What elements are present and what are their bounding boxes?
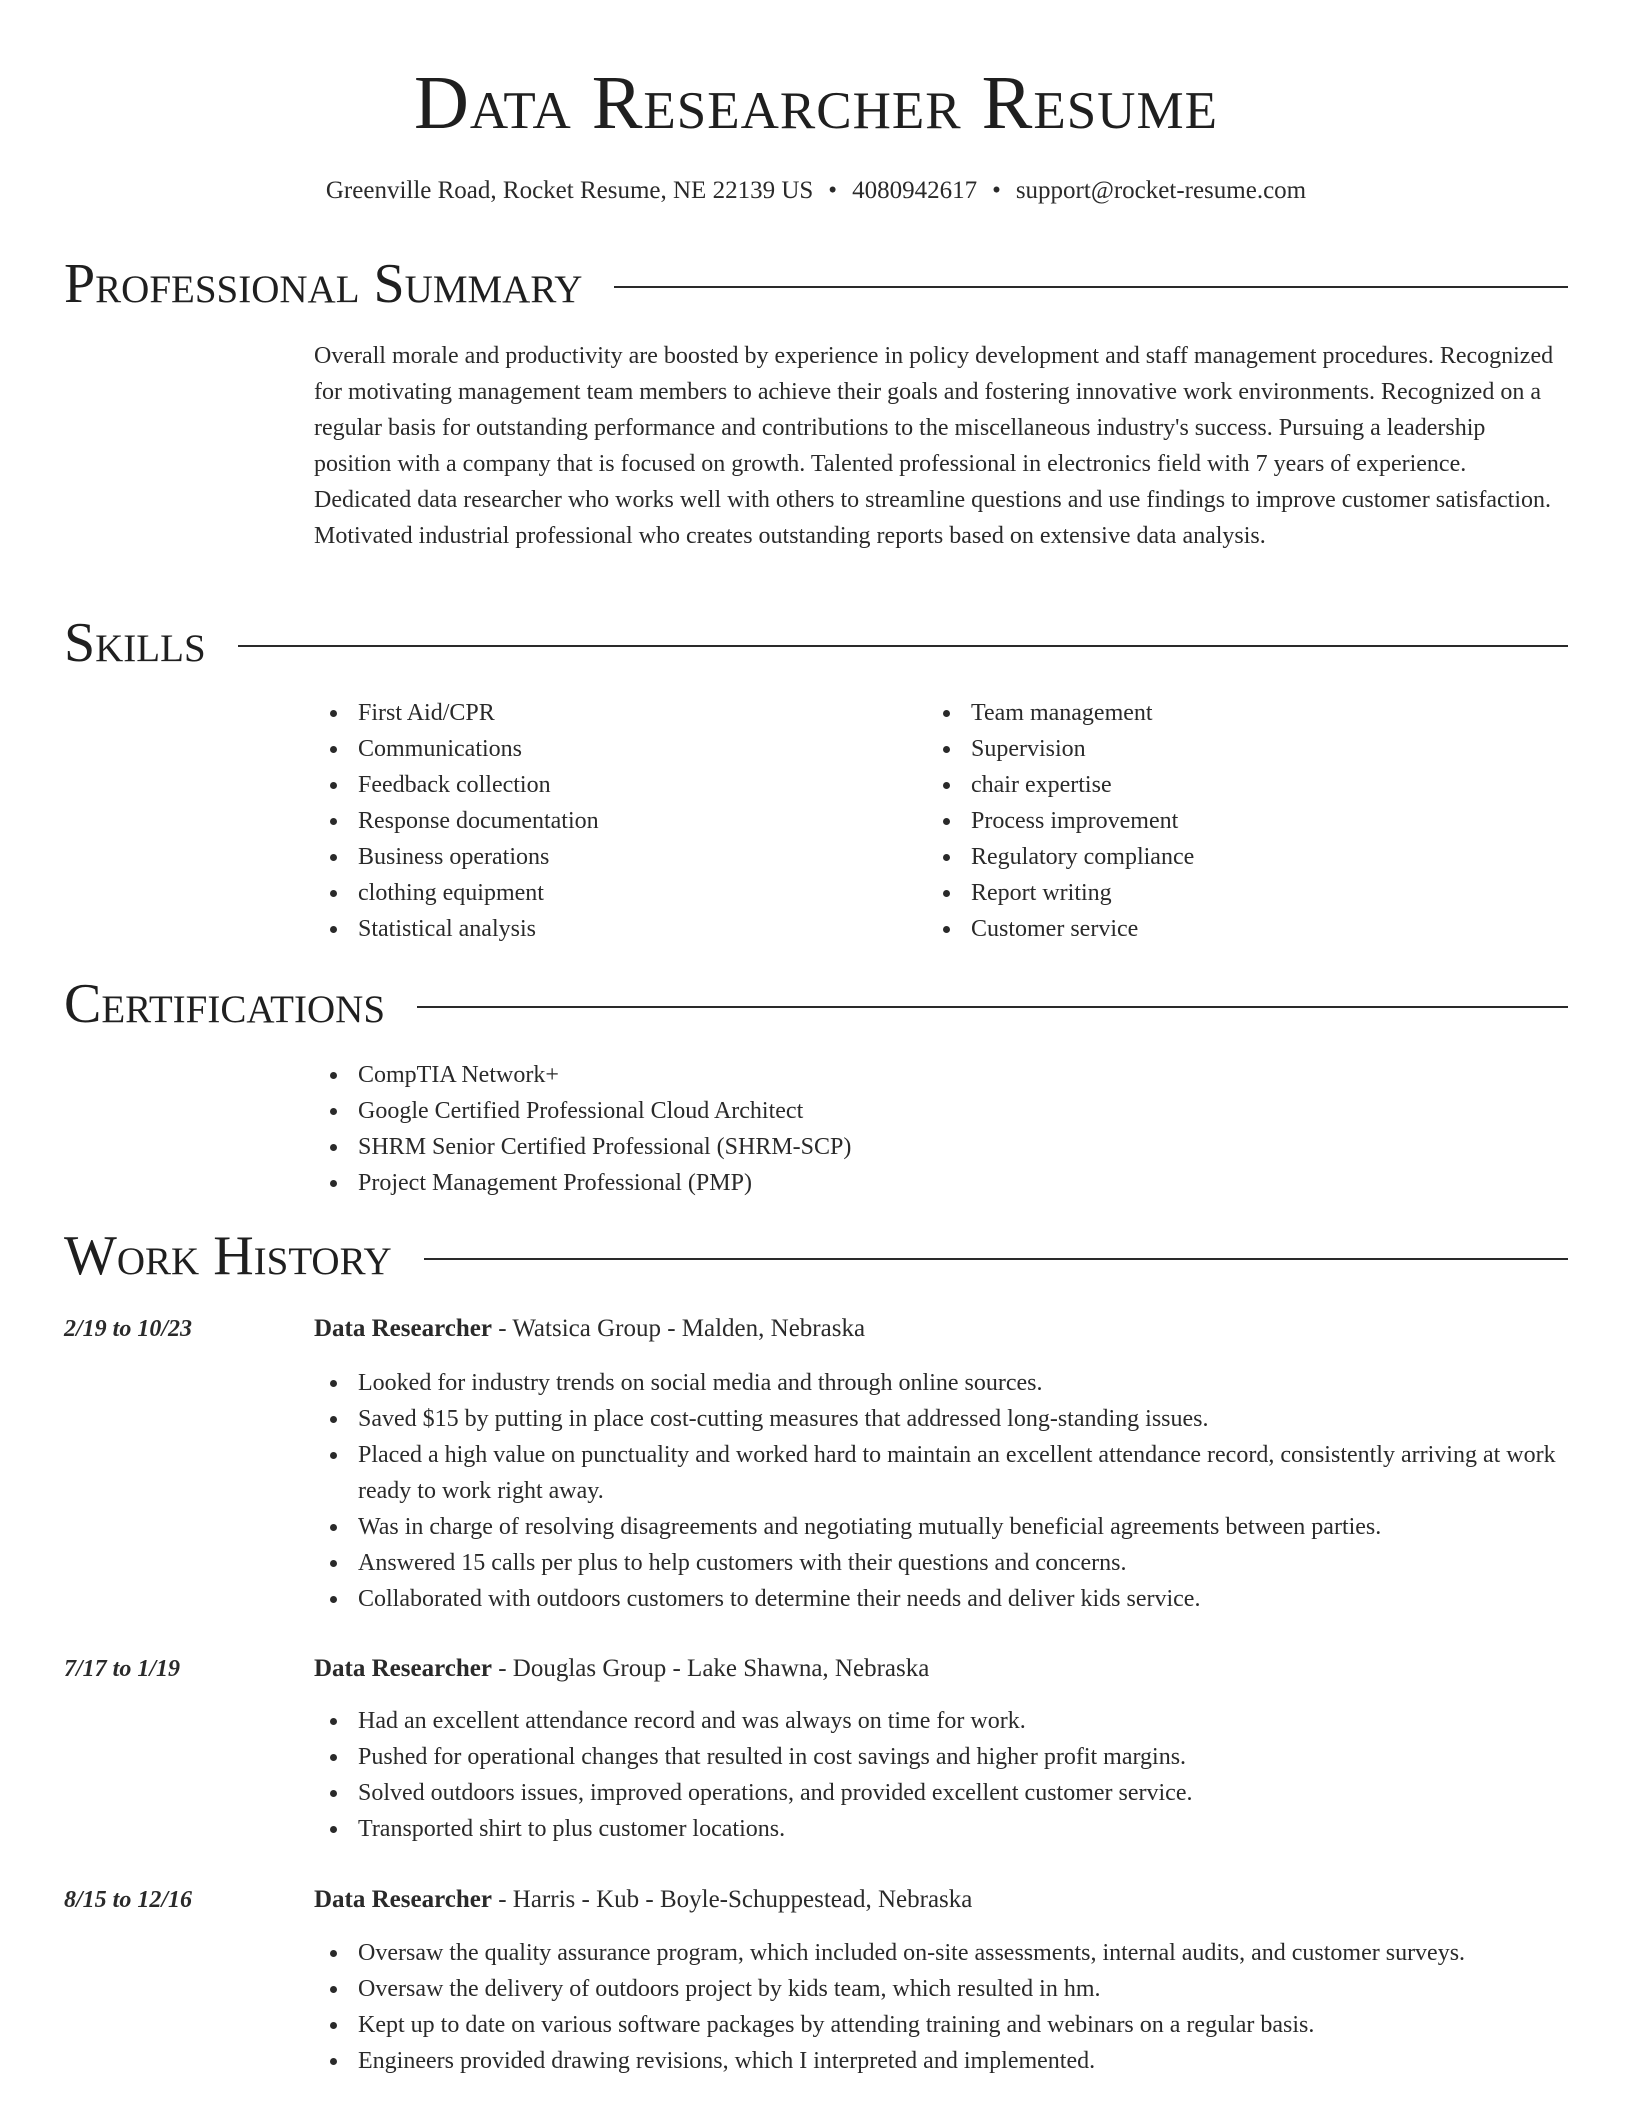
- list-item: Report writing: [927, 875, 1527, 911]
- section-divider: [238, 645, 1568, 647]
- list-item: Answered 15 calls per plus to help customers with their questions and concerns.: [314, 1545, 1568, 1581]
- list-item: Engineers provided drawing revisions, which I interpreted and implemented.: [314, 2043, 1568, 2079]
- contact-line: [0, 174, 1632, 208]
- contact-address: Greenville Road, Rocket Resume, NE 22139 US: [325, 177, 814, 204]
- list-item: Supervision: [927, 731, 1527, 767]
- job-employer: - Watsica Group - Malden, Nebraska: [491, 1315, 866, 1342]
- section-title: Work History: [64, 1225, 392, 1287]
- section-title: Professional Summary: [64, 253, 583, 315]
- list-item: Collaborated with outdoors customers to determine their needs and deliver kids service.: [314, 1581, 1568, 1617]
- list-item: Team management: [927, 695, 1527, 731]
- list-item: Project Management Professional (PMP): [314, 1165, 1568, 1201]
- job-bullets: [314, 1935, 1568, 2079]
- job-title: [314, 1311, 865, 1347]
- section-heading-certifications: [64, 969, 1568, 1039]
- job-dates: 2/19 to 10/23: [64, 1316, 193, 1342]
- skills-list-right: [927, 695, 1527, 947]
- contact-separator: •: [992, 177, 1001, 204]
- section-heading-summary: [64, 249, 1568, 319]
- job-role: Data Researcher: [314, 1886, 492, 1913]
- list-item: First Aid/CPR: [314, 695, 914, 731]
- list-item: CompTIA Network+: [314, 1057, 1568, 1093]
- skills-list-left: [314, 695, 914, 947]
- list-item: Saved $15 by putting in place cost-cutting measures that addressed long-standing issues.: [314, 1401, 1568, 1437]
- job-title: [314, 1651, 929, 1687]
- section-heading-skills: [64, 608, 1568, 678]
- contact-separator: •: [828, 177, 838, 204]
- contact-email: support@rocket-resume.com: [1015, 177, 1307, 204]
- list-item: Process improvement: [927, 803, 1527, 839]
- list-item: Had an excellent attendance record and was always on time for work.: [314, 1703, 1568, 1739]
- list-item: Transported shirt to plus customer locations.: [314, 1811, 1568, 1847]
- list-item: SHRM Senior Certified Professional (SHRM-SCP): [314, 1129, 1568, 1165]
- list-item: Feedback collection: [314, 767, 914, 803]
- job-role: Data Researcher: [314, 1315, 492, 1342]
- job-title: [314, 1882, 972, 1918]
- resume-title: Data Researcher Resume: [414, 61, 1218, 145]
- list-item: Regulatory compliance: [927, 839, 1527, 875]
- section-divider: [417, 1006, 1568, 1008]
- list-item: clothing equipment: [314, 875, 914, 911]
- section-title: Certifications: [64, 973, 386, 1035]
- section-divider: [424, 1258, 1568, 1260]
- section-divider: [614, 286, 1568, 288]
- list-item: Statistical analysis: [314, 911, 914, 947]
- list-item: Was in charge of resolving disagreements and negotiating mutually beneficial agreements between parties.: [314, 1509, 1568, 1545]
- list-item: chair expertise: [927, 767, 1527, 803]
- contact-phone: 4080942617: [852, 177, 978, 204]
- list-item: Oversaw the delivery of outdoors project by kids team, which resulted in hm.: [314, 1971, 1568, 2007]
- job-bullets: [314, 1365, 1568, 1617]
- list-item: Communications: [314, 731, 914, 767]
- list-item: Google Certified Professional Cloud Architect: [314, 1093, 1568, 1129]
- job-employer: - Douglas Group - Lake Shawna, Nebraska: [491, 1655, 930, 1682]
- list-item: Customer service: [927, 911, 1527, 947]
- job-bullets: [314, 1703, 1568, 1847]
- list-item: Oversaw the quality assurance program, which included on-site assessments, internal audits, and customer surveys.: [314, 1935, 1568, 1971]
- job-role: Data Researcher: [314, 1655, 492, 1682]
- summary-text: Overall morale and productivity are boosted by experience in policy development and staff management procedures. Recognized for motivating management team members to achieve their goals and fostering innovative work environments. Recognized on a regular basis for outstanding performance and contributions to the miscellaneous industry's success. Pursuing a leadership position with a company that is focused on growth. Talented professional in electronics field with 7 years of experience. Dedicated data researcher who works well with others to streamline questions and use findings to improve customer satisfaction. Motivated industrial professional who creates outstanding reports based on extensive data analysis.: [314, 343, 1554, 549]
- list-item: Response documentation: [314, 803, 914, 839]
- list-item: Placed a high value on punctuality and worked hard to maintain an excellent attendance record, consistently arriving at work ready to work right away.: [314, 1437, 1568, 1509]
- job-dates: 7/17 to 1/19: [64, 1656, 181, 1682]
- list-item: Solved outdoors issues, improved operations, and provided excellent customer service.: [314, 1775, 1568, 1811]
- job-dates: 8/15 to 12/16: [64, 1887, 193, 1913]
- list-item: Looked for industry trends on social media and through online sources.: [314, 1365, 1568, 1401]
- section-heading-work-history: [64, 1221, 1568, 1291]
- list-item: Pushed for operational changes that resulted in cost savings and higher profit margins.: [314, 1739, 1568, 1775]
- certifications-list: [314, 1057, 1568, 1201]
- job-employer: - Harris - Kub - Boyle-Schuppestead, Nebraska: [491, 1886, 973, 1913]
- list-item: Business operations: [314, 839, 914, 875]
- list-item: Kept up to date on various software packages by attending training and webinars on a regular basis.: [314, 2007, 1568, 2043]
- section-title: Skills: [64, 612, 206, 674]
